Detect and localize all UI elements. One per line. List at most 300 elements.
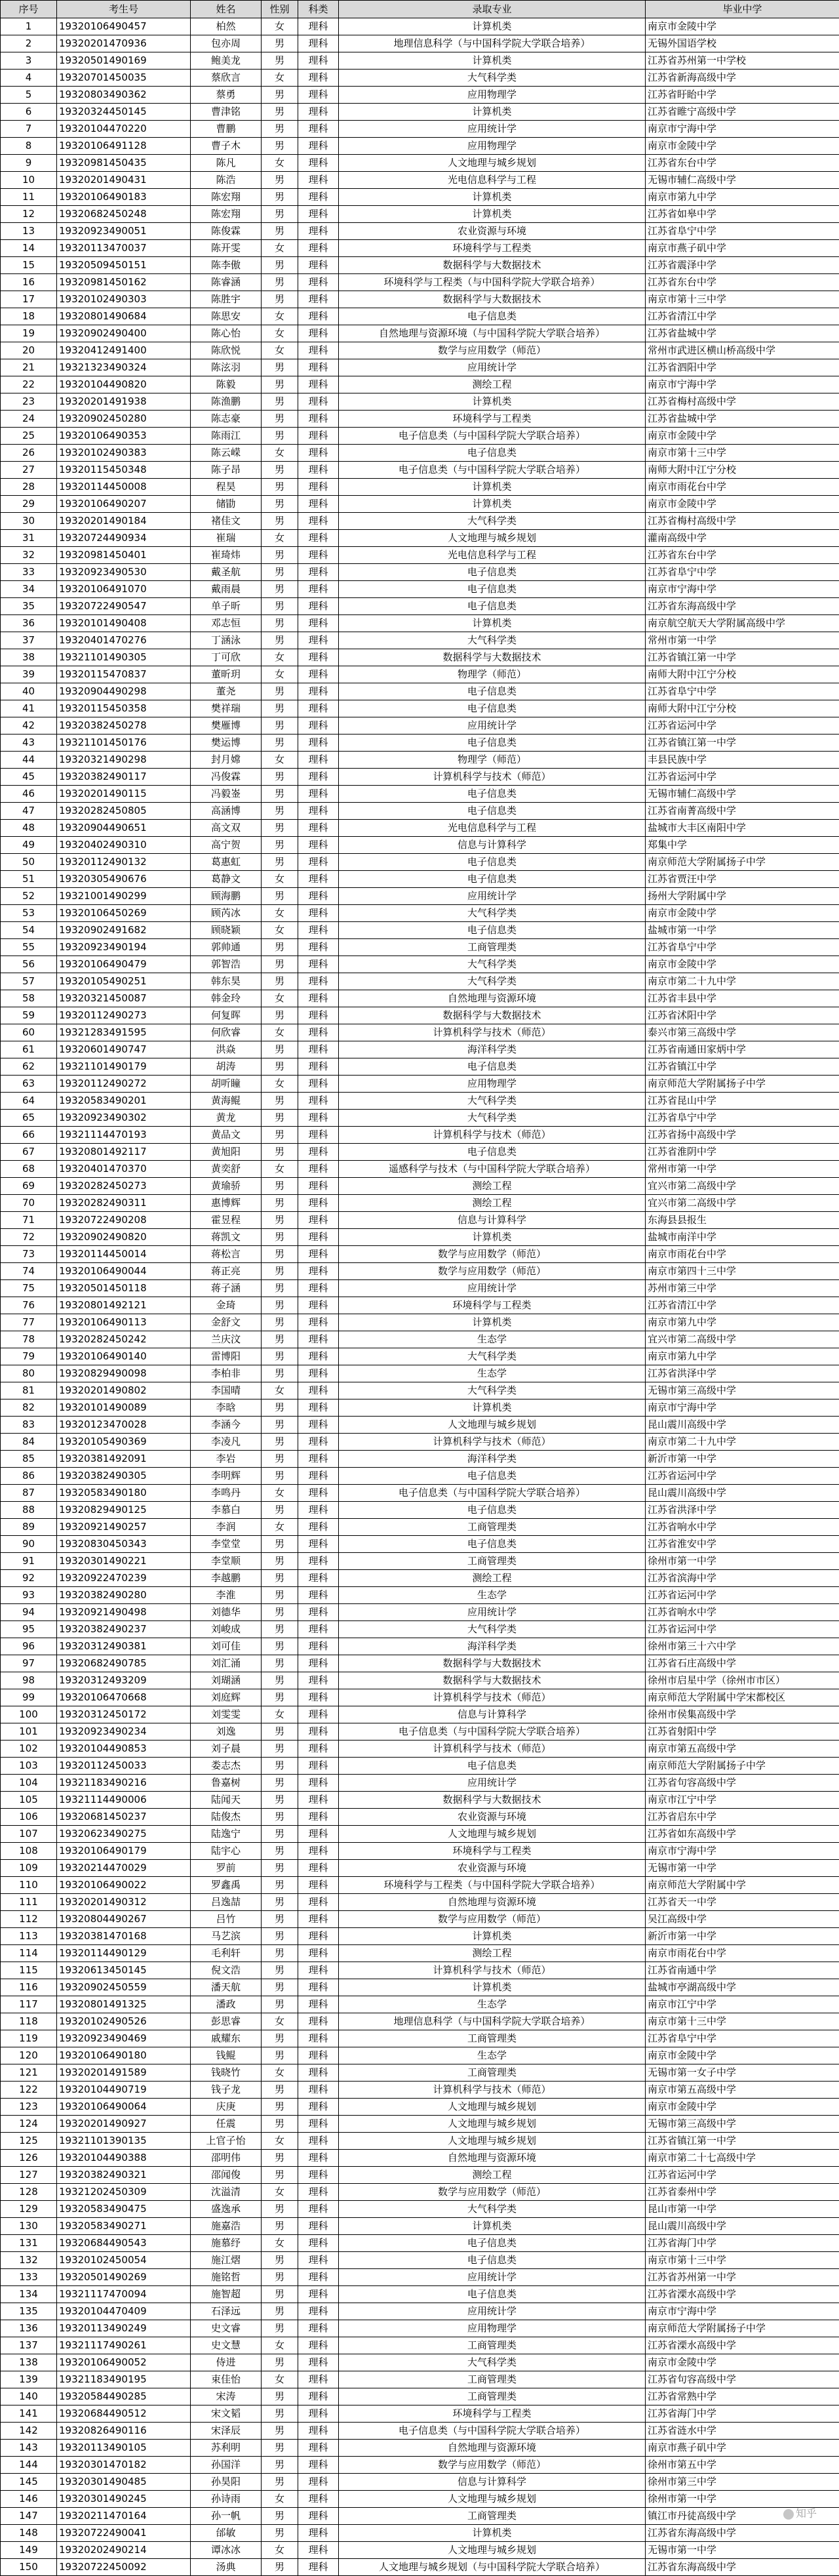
- cell-gender: 男: [262, 1996, 298, 2013]
- cell-gender: 男: [262, 1365, 298, 1382]
- cell-track: 理科: [298, 1468, 339, 1485]
- cell-major: 电子信息类（与中国科学院大学联合培养）: [339, 462, 646, 479]
- cell-name: 董尧: [191, 683, 262, 700]
- table-row: [1, 1161, 839, 1178]
- table-row: [1, 1741, 839, 1758]
- cell-major: 自然地理与资源环境（与中国科学院大学联合培养）: [339, 325, 646, 342]
- cell-index: 14: [1, 240, 57, 257]
- cell-track: 理科: [298, 752, 339, 769]
- cell-track: 理科: [298, 666, 339, 683]
- table-row: [1, 462, 839, 479]
- cell-exam-id: 19320301490485: [57, 2474, 191, 2491]
- cell-name: 李越鹏: [191, 1570, 262, 1587]
- table-row: [1, 1962, 839, 1979]
- cell-track: 理科: [298, 1365, 339, 1382]
- table-row: [1, 598, 839, 615]
- cell-exam-id: 19320115470837: [57, 666, 191, 683]
- cell-gender: 男: [262, 274, 298, 291]
- cell-name: 李慕白: [191, 1502, 262, 1519]
- cell-exam-id: 19320381470168: [57, 1928, 191, 1945]
- cell-gender: 男: [262, 1093, 298, 1110]
- cell-major: 大气科学类: [339, 2354, 646, 2371]
- cell-exam-id: 19321202450309: [57, 2184, 191, 2201]
- cell-exam-id: 19320113470037: [57, 240, 191, 257]
- cell-school: 江苏省运河中学: [646, 769, 839, 786]
- cell-major: 计算机科学与技术（师范）: [339, 2082, 646, 2099]
- cell-track: 理科: [298, 598, 339, 615]
- cell-name: 潘天航: [191, 1979, 262, 1996]
- cell-gender: 男: [262, 1331, 298, 1348]
- cell-name: 陈子昂: [191, 462, 262, 479]
- cell-major: 测绘工程: [339, 376, 646, 393]
- cell-gender: 男: [262, 121, 298, 138]
- cell-index: 61: [1, 1041, 57, 1058]
- cell-name: 陈睿涵: [191, 274, 262, 291]
- cell-index: 120: [1, 2047, 57, 2064]
- table-row: [1, 2491, 839, 2508]
- cell-index: 17: [1, 291, 57, 308]
- cell-track: 理科: [298, 2508, 339, 2525]
- cell-exam-id: 19320401470370: [57, 1161, 191, 1178]
- cell-major: 大气科学类: [339, 2201, 646, 2218]
- cell-track: 理科: [298, 18, 339, 35]
- cell-major: 工商管理类: [339, 2064, 646, 2082]
- table-row: [1, 2082, 839, 2099]
- cell-exam-id: 19320321450087: [57, 990, 191, 1007]
- cell-major: 光电信息科学与工程: [339, 172, 646, 189]
- cell-exam-id: 19320684490543: [57, 2235, 191, 2252]
- cell-exam-id: 19320106490457: [57, 18, 191, 35]
- cell-index: 48: [1, 820, 57, 837]
- table-row: [1, 223, 839, 240]
- cell-track: 理科: [298, 1979, 339, 1996]
- table-row: [1, 496, 839, 513]
- cell-exam-id: 19320115450358: [57, 700, 191, 717]
- cell-major: 计算机类: [339, 18, 646, 35]
- cell-index: 70: [1, 1195, 57, 1212]
- cell-gender: 男: [262, 939, 298, 956]
- cell-name: 陈李傲: [191, 257, 262, 274]
- cell-exam-id: 19320106490022: [57, 1877, 191, 1894]
- cell-major: 大气科学类: [339, 513, 646, 530]
- cell-index: 75: [1, 1280, 57, 1297]
- cell-track: 理科: [298, 1280, 339, 1297]
- cell-school: 盐城市第一中学: [646, 922, 839, 939]
- cell-gender: 女: [262, 2133, 298, 2150]
- cell-index: 135: [1, 2303, 57, 2320]
- cell-exam-id: 19320106470668: [57, 1689, 191, 1706]
- cell-exam-id: 19320282450242: [57, 1331, 191, 1348]
- table-row: [1, 376, 839, 393]
- cell-gender: 男: [262, 598, 298, 615]
- cell-gender: 男: [262, 854, 298, 871]
- cell-track: 理科: [298, 717, 339, 735]
- cell-gender: 男: [262, 547, 298, 564]
- cell-school: 徐州市启星中学（徐州市市区）: [646, 1672, 839, 1689]
- cell-major: 电子信息类: [339, 683, 646, 700]
- cell-gender: 女: [262, 1706, 298, 1723]
- cell-name: 陆逸宁: [191, 1826, 262, 1843]
- cell-index: 112: [1, 1911, 57, 1928]
- cell-exam-id: 19320701450035: [57, 70, 191, 87]
- cell-index: 101: [1, 1723, 57, 1741]
- cell-exam-id: 19320104470409: [57, 2303, 191, 2320]
- table-row: [1, 1792, 839, 1809]
- cell-index: 68: [1, 1161, 57, 1178]
- cell-index: 9: [1, 155, 57, 172]
- cell-index: 11: [1, 189, 57, 206]
- cell-index: 108: [1, 1843, 57, 1860]
- cell-school: 宜兴市第二高级中学: [646, 1331, 839, 1348]
- table-row: [1, 1093, 839, 1110]
- cell-major: 应用统计学: [339, 717, 646, 735]
- cell-school: 南京师范大学附属扬子中学: [646, 854, 839, 871]
- cell-school: 南京市江宁中学: [646, 1792, 839, 1809]
- cell-gender: 男: [262, 1058, 298, 1076]
- cell-track: 理科: [298, 1741, 339, 1758]
- cell-major: 数学与应用数学（师范）: [339, 342, 646, 359]
- cell-name: 刘雯雯: [191, 1706, 262, 1723]
- cell-track: 理科: [298, 1706, 339, 1723]
- cell-gender: 男: [262, 1758, 298, 1775]
- cell-school: 南师大附中江宁分校: [646, 666, 839, 683]
- cell-school: 江苏省东海高级中学: [646, 2525, 839, 2542]
- cell-track: 理科: [298, 922, 339, 939]
- cell-index: 89: [1, 1519, 57, 1536]
- cell-school: 江苏省镇江第一中学: [646, 649, 839, 666]
- cell-index: 72: [1, 1229, 57, 1246]
- cell-index: 98: [1, 1672, 57, 1689]
- cell-index: 28: [1, 479, 57, 496]
- cell-exam-id: 19320382490117: [57, 769, 191, 786]
- cell-name: 娄志杰: [191, 1758, 262, 1775]
- cell-major: 人文地理与城乡规划: [339, 2133, 646, 2150]
- cell-index: 18: [1, 308, 57, 325]
- cell-major: 地理信息科学（与中国科学院大学联合培养）: [339, 35, 646, 52]
- cell-gender: 男: [262, 513, 298, 530]
- table-row: [1, 359, 839, 376]
- cell-major: 计算机类: [339, 104, 646, 121]
- cell-gender: 男: [262, 786, 298, 803]
- cell-track: 理科: [298, 342, 339, 359]
- cell-gender: 男: [262, 1144, 298, 1161]
- cell-gender: 男: [262, 1468, 298, 1485]
- cell-major: 计算机类: [339, 189, 646, 206]
- cell-school: 南京市第五高级中学: [646, 2082, 839, 2099]
- cell-major: 计算机科学与技术（师范）: [339, 1434, 646, 1451]
- table-row: [1, 1911, 839, 1928]
- table-row: [1, 2235, 839, 2252]
- cell-track: 理科: [298, 2286, 339, 2303]
- cell-major: 应用统计学: [339, 2303, 646, 2320]
- cell-track: 理科: [298, 1894, 339, 1911]
- cell-gender: 男: [262, 2099, 298, 2116]
- cell-major: 海洋科学类: [339, 1451, 646, 1468]
- cell-school: 无锡市第三高级中学: [646, 1382, 839, 1399]
- cell-school: 南京市金陵中学: [646, 138, 839, 155]
- cell-exam-id: 19320106490052: [57, 2354, 191, 2371]
- table-row: [1, 666, 839, 683]
- cell-gender: 男: [262, 1212, 298, 1229]
- cell-gender: 男: [262, 1246, 298, 1263]
- cell-major: 电子信息类: [339, 2252, 646, 2269]
- table-row: [1, 803, 839, 820]
- cell-gender: 男: [262, 2201, 298, 2218]
- cell-major: 计算机类: [339, 206, 646, 223]
- cell-track: 理科: [298, 428, 339, 445]
- cell-name: 崔琦炜: [191, 547, 262, 564]
- cell-name: 李润: [191, 1519, 262, 1536]
- table-row: [1, 1604, 839, 1621]
- cell-major: 应用物理学: [339, 138, 646, 155]
- table-row: [1, 700, 839, 717]
- cell-exam-id: 19321117490261: [57, 2337, 191, 2354]
- cell-exam-id: 19320104490388: [57, 2150, 191, 2167]
- cell-major: 计算机类: [339, 479, 646, 496]
- cell-major: 电子信息类: [339, 871, 646, 888]
- table-row: [1, 1996, 839, 2013]
- table-row: [1, 1348, 839, 1365]
- table-row: [1, 683, 839, 700]
- cell-name: 刘子晨: [191, 1741, 262, 1758]
- cell-name: 上官子怡: [191, 2133, 262, 2150]
- cell-index: 126: [1, 2150, 57, 2167]
- cell-track: 理科: [298, 1843, 339, 1860]
- cell-school: 南京市雨花台中学: [646, 1246, 839, 1263]
- cell-school: 常州市武进区横山桥高级中学: [646, 342, 839, 359]
- cell-track: 理科: [298, 2405, 339, 2423]
- cell-gender: 男: [262, 1843, 298, 1860]
- cell-name: 褚佳文: [191, 513, 262, 530]
- cell-name: 惠博辉: [191, 1195, 262, 1212]
- cell-school: 江苏省盐城中学: [646, 411, 839, 428]
- cell-name: 蔡勇: [191, 87, 262, 104]
- cell-index: 29: [1, 496, 57, 513]
- table-row: [1, 2405, 839, 2423]
- cell-name: 陆俊杰: [191, 1809, 262, 1826]
- cell-index: 150: [1, 2559, 57, 2576]
- cell-major: 计算机科学与技术（师范）: [339, 1689, 646, 1706]
- cell-name: 刘庭辉: [191, 1689, 262, 1706]
- cell-track: 理科: [298, 325, 339, 342]
- table-row: [1, 1945, 839, 1962]
- cell-school: 江苏省东海高级中学: [646, 2559, 839, 2576]
- cell-index: 124: [1, 2116, 57, 2133]
- cell-name: 黄奕舒: [191, 1161, 262, 1178]
- cell-school: 南京市雨花台中学: [646, 1945, 839, 1962]
- cell-track: 理科: [298, 1178, 339, 1195]
- cell-major: 生态学: [339, 1365, 646, 1382]
- cell-gender: 男: [262, 2508, 298, 2525]
- cell-major: 计算机类: [339, 496, 646, 513]
- cell-gender: 女: [262, 1024, 298, 1041]
- cell-exam-id: 19320105490369: [57, 1434, 191, 1451]
- cell-school: 徐州市侯集高级中学: [646, 1706, 839, 1723]
- cell-major: 工商管理类: [339, 2337, 646, 2354]
- cell-major: 测绘工程: [339, 1945, 646, 1962]
- cell-school: 江苏省运河中学: [646, 1621, 839, 1638]
- cell-index: 145: [1, 2474, 57, 2491]
- cell-name: 胡涛: [191, 1058, 262, 1076]
- cell-index: 69: [1, 1178, 57, 1195]
- cell-major: 工商管理类: [339, 2388, 646, 2405]
- cell-index: 31: [1, 530, 57, 547]
- cell-index: 4: [1, 70, 57, 87]
- cell-gender: 女: [262, 1519, 298, 1536]
- cell-index: 19: [1, 325, 57, 342]
- cell-gender: 女: [262, 649, 298, 666]
- cell-school: 南京航空航天大学附属高级中学: [646, 615, 839, 632]
- cell-index: 96: [1, 1638, 57, 1655]
- cell-name: 陈俊霖: [191, 223, 262, 240]
- table-row: [1, 1723, 839, 1741]
- table-row: [1, 1365, 839, 1382]
- cell-major: 计算机类: [339, 2525, 646, 2542]
- cell-track: 理科: [298, 2184, 339, 2201]
- cell-gender: 男: [262, 1178, 298, 1195]
- cell-name: 陈胜宇: [191, 291, 262, 308]
- cell-exam-id: 19320282450805: [57, 803, 191, 820]
- cell-track: 理科: [298, 615, 339, 632]
- cell-school: 南京市宁海中学: [646, 376, 839, 393]
- cell-name: 宋涛: [191, 2388, 262, 2405]
- cell-track: 理科: [298, 2235, 339, 2252]
- cell-track: 理科: [298, 2525, 339, 2542]
- table-row: [1, 2269, 839, 2286]
- cell-name: 黄龙: [191, 1110, 262, 1127]
- cell-exam-id: 19320106490183: [57, 189, 191, 206]
- cell-name: 蒋子涵: [191, 1280, 262, 1297]
- cell-gender: 男: [262, 1979, 298, 1996]
- cell-school: 常州市第一中学: [646, 632, 839, 649]
- cell-name: 李堂堂: [191, 1536, 262, 1553]
- cell-school: 江苏省海门中学: [646, 2235, 839, 2252]
- cell-major: 计算机类: [339, 1229, 646, 1246]
- cell-name: 钱鲲: [191, 2047, 262, 2064]
- cell-name: 李明辉: [191, 1468, 262, 1485]
- cell-school: 江苏省镇江中学: [646, 1058, 839, 1076]
- cell-gender: 女: [262, 308, 298, 325]
- cell-exam-id: 19320922470239: [57, 1570, 191, 1587]
- cell-name: 钱晓竹: [191, 2064, 262, 2082]
- cell-track: 理科: [298, 1809, 339, 1826]
- cell-major: 应用统计学: [339, 1280, 646, 1297]
- zhihu-logo-icon: [783, 2509, 794, 2520]
- cell-gender: 女: [262, 2235, 298, 2252]
- cell-gender: 男: [262, 973, 298, 990]
- cell-track: 理科: [298, 1962, 339, 1979]
- cell-major: 环境科学与工程类（与中国科学院大学联合培养）: [339, 1877, 646, 1894]
- cell-index: 88: [1, 1502, 57, 1519]
- cell-gender: 女: [262, 2337, 298, 2354]
- cell-exam-id: 19320106490179: [57, 1843, 191, 1860]
- cell-track: 理科: [298, 905, 339, 922]
- cell-name: 孙国洋: [191, 2457, 262, 2474]
- cell-name: 孙昊阳: [191, 2474, 262, 2491]
- table-row: [1, 2508, 839, 2525]
- table-row: [1, 769, 839, 786]
- cell-gender: 男: [262, 1962, 298, 1979]
- table-row: [1, 1758, 839, 1775]
- cell-index: 5: [1, 87, 57, 104]
- cell-track: 理科: [298, 2303, 339, 2320]
- cell-gender: 男: [262, 1536, 298, 1553]
- table-row: [1, 905, 839, 922]
- table-row: [1, 1860, 839, 1877]
- cell-exam-id: 19321101490305: [57, 649, 191, 666]
- cell-track: 理科: [298, 1553, 339, 1570]
- cell-exam-id: 19320201491938: [57, 393, 191, 411]
- table-row: [1, 1587, 839, 1604]
- table-row: [1, 2457, 839, 2474]
- table-row: [1, 1434, 839, 1451]
- cell-track: 理科: [298, 2252, 339, 2269]
- table-row: [1, 1212, 839, 1229]
- cell-track: 理科: [298, 1399, 339, 1417]
- cell-name: 石泽远: [191, 2303, 262, 2320]
- table-row: [1, 308, 839, 325]
- cell-index: 51: [1, 871, 57, 888]
- cell-name: 戴雨晨: [191, 581, 262, 598]
- table-row: [1, 70, 839, 87]
- cell-name: 李堂顺: [191, 1553, 262, 1570]
- cell-track: 理科: [298, 1195, 339, 1212]
- cell-gender: 女: [262, 666, 298, 683]
- cell-track: 理科: [298, 2491, 339, 2508]
- cell-name: 陈渔鹏: [191, 393, 262, 411]
- cell-name: 李岩: [191, 1451, 262, 1468]
- cell-major: 电子信息类: [339, 700, 646, 717]
- cell-name: 储勖: [191, 496, 262, 513]
- cell-school: 江苏省镇江第一中学: [646, 735, 839, 752]
- cell-gender: 男: [262, 1741, 298, 1758]
- cell-exam-id: 19320312450172: [57, 1706, 191, 1723]
- cell-gender: 女: [262, 1076, 298, 1093]
- cell-major: 光电信息科学与工程: [339, 820, 646, 837]
- cell-index: 136: [1, 2320, 57, 2337]
- cell-index: 91: [1, 1553, 57, 1570]
- cell-major: 电子信息类: [339, 598, 646, 615]
- cell-major: 电子信息类: [339, 1058, 646, 1076]
- cell-track: 理科: [298, 1860, 339, 1877]
- cell-name: 陆闻天: [191, 1792, 262, 1809]
- cell-school: 南京市金陵中学: [646, 18, 839, 35]
- cell-index: 141: [1, 2405, 57, 2423]
- cell-name: 包亦周: [191, 35, 262, 52]
- table-row: [1, 1638, 839, 1655]
- cell-major: 电子信息类: [339, 2235, 646, 2252]
- table-row: [1, 1843, 839, 1860]
- cell-name: 陈宏翔: [191, 206, 262, 223]
- cell-gender: 男: [262, 1417, 298, 1434]
- cell-index: 32: [1, 547, 57, 564]
- cell-school: 南京市第九中学: [646, 189, 839, 206]
- cell-gender: 男: [262, 1775, 298, 1792]
- cell-major: 测绘工程: [339, 1570, 646, 1587]
- cell-name: 陈浩: [191, 172, 262, 189]
- cell-name: 吕逸喆: [191, 1894, 262, 1911]
- cell-major: 电子信息类: [339, 564, 646, 581]
- cell-index: 7: [1, 121, 57, 138]
- cell-track: 理科: [298, 240, 339, 257]
- cell-track: 理科: [298, 1621, 339, 1638]
- table-row: [1, 2423, 839, 2440]
- cell-exam-id: 19320682490785: [57, 1655, 191, 1672]
- cell-track: 理科: [298, 1110, 339, 1127]
- cell-track: 理科: [298, 973, 339, 990]
- table-row: [1, 1417, 839, 1434]
- cell-major: 应用统计学: [339, 359, 646, 376]
